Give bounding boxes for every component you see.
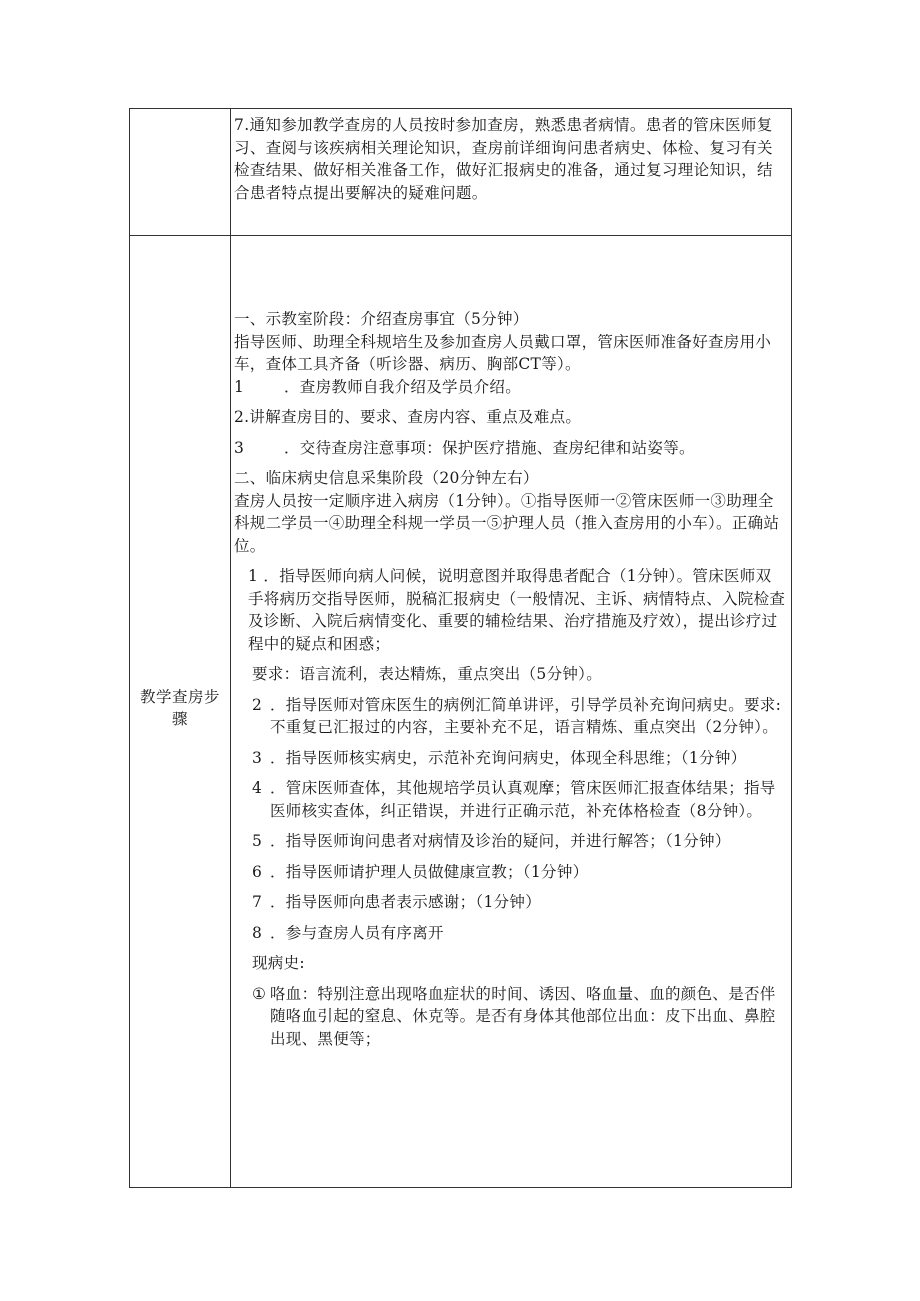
item-text: 讲解查房目的、要求、查房内容、重点及难点。 — [249, 408, 582, 426]
item-text: ．指导医师核实病史，示范补充询问病史，体现全科思维；（1分钟） — [270, 748, 747, 767]
row-label: 教学查房步骤 — [139, 688, 220, 728]
item-number: 5 — [252, 832, 263, 850]
item-number: 6 — [252, 862, 263, 881]
list-item — [234, 747, 787, 770]
label-cell — [130, 236, 231, 1188]
item-text: ．管床医师查体，其他规培学员认真观摩；管床医师汇报查体结果；指导医师核实查体，纠正错误，并进行正确示范，补充体格检查（8分钟）。 — [270, 779, 776, 820]
list-item — [234, 376, 787, 399]
item-number: 3 — [252, 748, 263, 767]
item-text: ．指导医师对管床医生的病例汇简单讲评，引导学员补充询问病史。要求: 不重复已汇报过的内容，主要补充不足，语言精炼、重点突出（2分钟）。 — [270, 695, 782, 736]
item-text: ．参与查房人员有序离开 — [270, 923, 444, 942]
rounds-steps — [231, 236, 791, 1050]
item-text: ．指导医师向患者表示感谢；（1分钟） — [270, 893, 542, 911]
content-cell — [231, 109, 792, 236]
item-text: ．交待查房注意事项：保护医疗措施、查房纪律和站姿等。 — [284, 438, 695, 457]
stage2-item-1: 1 ．指导医师向病人问候，说明意图并取得患者配合（1分钟）。管床医师双手将病历交指导医师，脱稿汇报病史（一般情况、主诉、病情特点、入院检查及诊断、入院后病情变化、重要的辅检结果、治疗措施及疗效），提出诊疗过程中的疑点和困惑； — [248, 567, 786, 653]
list-item — [234, 406, 787, 429]
item-number: 2 — [252, 695, 263, 714]
history-title: 现病史: — [252, 954, 305, 972]
list-item — [234, 983, 787, 1051]
list-item — [234, 861, 787, 884]
item-number: 2. — [234, 408, 250, 426]
list-item — [234, 694, 787, 739]
stage1-text: 指导医师、助理全科规培生及参加查房人员戴口罩，管床医师准备好查房用小车，查体工具齐备（听诊器、病历、胸部CT等）。 — [234, 332, 772, 373]
teaching-rounds-table — [129, 108, 792, 1188]
table-row — [130, 236, 792, 1188]
empty-label-cell — [130, 109, 231, 236]
requirement-text: 要求：语言流利，表达精炼，重点突出（5分钟）。 — [252, 665, 603, 683]
stage1-title: 一、示教室阶段：介绍查房事宜（5分钟） — [234, 310, 529, 328]
item-text: ．查房教师自我介绍及学员介绍。 — [284, 377, 522, 396]
list-item — [234, 777, 787, 822]
item-number: 4 — [252, 779, 263, 797]
preparation-item-7: 7.通知参加教学查房的人员按时参加查房，熟悉患者病情。患者的管床医师复习、查阅与该疾病相关理论知识，查房前详细询问患者病史、体检、复习有关检查结果、做好相关准备工作，做好汇报病史的准备，通过复习理论知识，结合患者特点提出要解决的疑难问题。 — [234, 116, 773, 202]
list-item — [234, 922, 787, 945]
list-item — [234, 437, 787, 460]
item-number: 8 — [252, 923, 263, 942]
item-number: ① — [252, 984, 267, 1003]
item-number: 7 — [252, 893, 263, 911]
stage2-title: 二、临床病史信息采集阶段（20分钟左右） — [234, 469, 539, 487]
item-text: ．指导医师询问患者对病情及诊治的疑问，并进行解答；（1分钟） — [270, 832, 731, 850]
item-number: 1 — [234, 377, 245, 396]
item-text: ．指导医师请护理人员做健康宣教；（1分钟） — [270, 862, 589, 881]
table-row — [130, 109, 792, 236]
content-cell — [231, 236, 792, 1188]
item-number: 3 — [234, 438, 245, 457]
list-item — [234, 830, 787, 853]
stage2-text: 查房人员按一定顺序进入病房（1分钟）。①指导医师一②管床医师一③助理全科规二学员一④助理全科规一学员一⑤护理人员（推入查房用的小车）。正确站位。 — [234, 491, 780, 555]
list-item — [234, 891, 787, 914]
item-text: 咯血：特别注意出现咯血症状的时间、诱因、咯血量、血的颜色、是否伴随咯血引起的窒息、休克等。是否有身体其他部位出血：皮下出血、鼻腔出现、黑便等； — [270, 984, 776, 1048]
